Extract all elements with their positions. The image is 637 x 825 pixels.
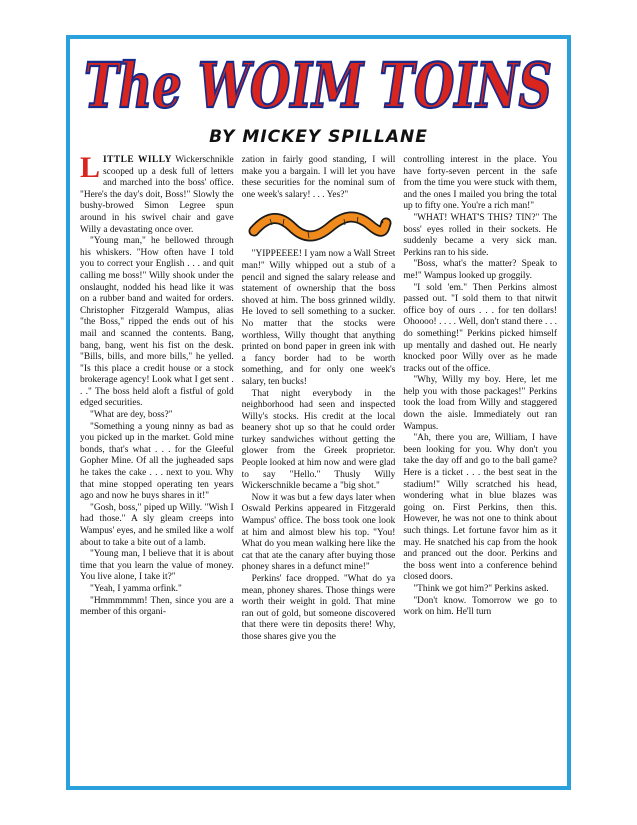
paragraph: "WHAT! WHAT'S THIS? TIN?" The boss' eyes rolled in their sockets. He suddenly became a very sick man. Perkins ran to his side. bbox=[403, 212, 558, 258]
title-lettering bbox=[78, 43, 559, 123]
paragraph: "Yeah, I yamma orfink." bbox=[90, 583, 182, 594]
paragraph: "I sold 'em." Then Perkins almost passed out. "I sold them to that nitwit office boy of ours . . . for ten dollars! Ohoooo! . . . . Well, don't stand there . . . do something!" Perkins picked himself up mentally and dashed out. He nearly knocked poor Willy over as he made tracks out of the office. bbox=[403, 282, 558, 374]
paragraph: That night everybody in the neighborhood had seen and inspected Willy's stocks. His credit at the local beanery shot up so that he could order turkey sandwiches without getting the glower from the Greek proprietor. People looked at him now and were glad to say "Hello." Thusly Willy Wickerschnikle became a "big shot." bbox=[241, 388, 396, 492]
worm-icon bbox=[246, 205, 392, 243]
paragraph: zation in fairly good standing, I will make you a bargain. I will let you have these securities for the nominal sum of one week's salary! . . . Yes?" bbox=[241, 155, 396, 200]
paragraph: "Don't know. Tomorrow we go to work on him. He'll turn bbox=[403, 595, 558, 618]
lead-words: ITTLE WILLY bbox=[103, 155, 172, 165]
title-text: The WOIM TOINS bbox=[84, 49, 552, 122]
story-title bbox=[78, 43, 559, 123]
story-page bbox=[66, 35, 571, 790]
story-column-1 bbox=[80, 155, 234, 787]
paragraph: controlling interest in the place. You have forty-seven percent in the safe from the time you were stuck with them, and the ones I mailed you bring the total up to fifty one. You're a rich man!" bbox=[403, 155, 558, 212]
story-column-3 bbox=[403, 155, 557, 787]
paragraph: "Young man, I believe that it is about time that you learn the value of money. You live alone, I take it?" bbox=[80, 549, 234, 583]
story-column-2 bbox=[242, 155, 396, 787]
opening-text: Wickerschnikle scooped up a desk full of letters and marched into the boss' office. "Here's the day's doit, Boss!" Slowly the bushy-browed Simon Legree spun around in his swivel chair and gave Willy a devastating once over. bbox=[80, 155, 234, 235]
paragraph: "Boss, what's the matter? Speak to me!" Wampus looked up groggily. bbox=[403, 259, 558, 281]
paragraph: "Young man," he bellowed through his whiskers. "How often have I told you to correct your English . . . and quit calling me boss!" Willy shook under the onslaught, nodded his head like it was on a rubber band and waited for orders. Christopher Fitzgerald Wampus, alias "the Boss," ripped the ends out of his mail and scanned the contents. Bang, bang, bang, went his fist on the desk. "Bills, bills, and more bills," he yelled. "Is this place a credit house or a stock brokerage agency! Look what I get sent . . ." The boss held aloft a fistful of gold edged securities. bbox=[80, 236, 234, 409]
story-columns bbox=[80, 155, 557, 787]
opening-paragraph bbox=[80, 155, 234, 236]
paragraph: Perkins' face dropped. "What do ya mean, phoney shares. Those things were worth their weight in gold. That mine ran out of gold, but someone discovered that there were tin deposits there! Why, those shares give you the bbox=[241, 574, 396, 642]
paragraph: "Hmmmmmm! Then, since you are a member of this organi- bbox=[80, 595, 234, 618]
paragraph: "Why, Willy my boy. Here, let me help you with those packages!" Perkins took the load from Willy and staggered down the aisle. Immediately out ran Wampus. bbox=[403, 375, 558, 432]
paragraph: "YIPPEEEE! I yam now a Wall Street man!" Willy whipped out a stub of a pencil and signed the salary release and statement of ownership that the boss shoved at him. The boss grinned wildly. He loved to sell something to a sucker. No matter that the stocks were worthless, Willy thought that anything printed on bond paper in green ink with a fancy border had to be worth something, and for only one week's salary, ten bucks! bbox=[241, 249, 396, 387]
paragraph: "Ah, there you are, William, I have been looking for you. Why don't you take the day off and go to the ball game? Here is a ticket . . . the best seat in the stadium!" Willy scratched his head, wondering what in blue blazes was going on. First Perkins, then this. However, he was not one to think about such things. Let fortune favor him as it may. He snatched his cap from the hook and pranced out the door. Perkins and the boss went into a conference behind closed doors. bbox=[403, 433, 558, 583]
paragraph: "Gosh, boss," piped up Willy. "Wish I had those." A sly gleam creeps into Wampus' eyes, and he smiled like a wolf about to take a bite out of a lamb. bbox=[80, 502, 234, 548]
byline: BY MICKEY SPILLANE bbox=[209, 127, 428, 147]
drop-cap: L bbox=[80, 155, 101, 184]
paragraph: "Something a young ninny as bad as you picked up in the market. Gold mine bonds, that's what . . . for the Gleeful Gopher Mine. Of all the jugheaded saps he takes the cake . . . next to you. Why that mine stopped operating ten years ago and now he buys shares in it!" bbox=[80, 421, 234, 502]
paragraph: "Think we got him?" Perkins asked. bbox=[413, 583, 549, 594]
paragraph: "What are dey, boss?" bbox=[90, 410, 173, 421]
paragraph: Now it was but a few days later when Oswald Perkins appeared in Fitzgerald Wampus' office. The boss took one look at him and almost blew his top. "You! What do you mean walking here like the cat that ate the canary after buying those phoney shares in a defunct mine!" bbox=[241, 492, 396, 573]
